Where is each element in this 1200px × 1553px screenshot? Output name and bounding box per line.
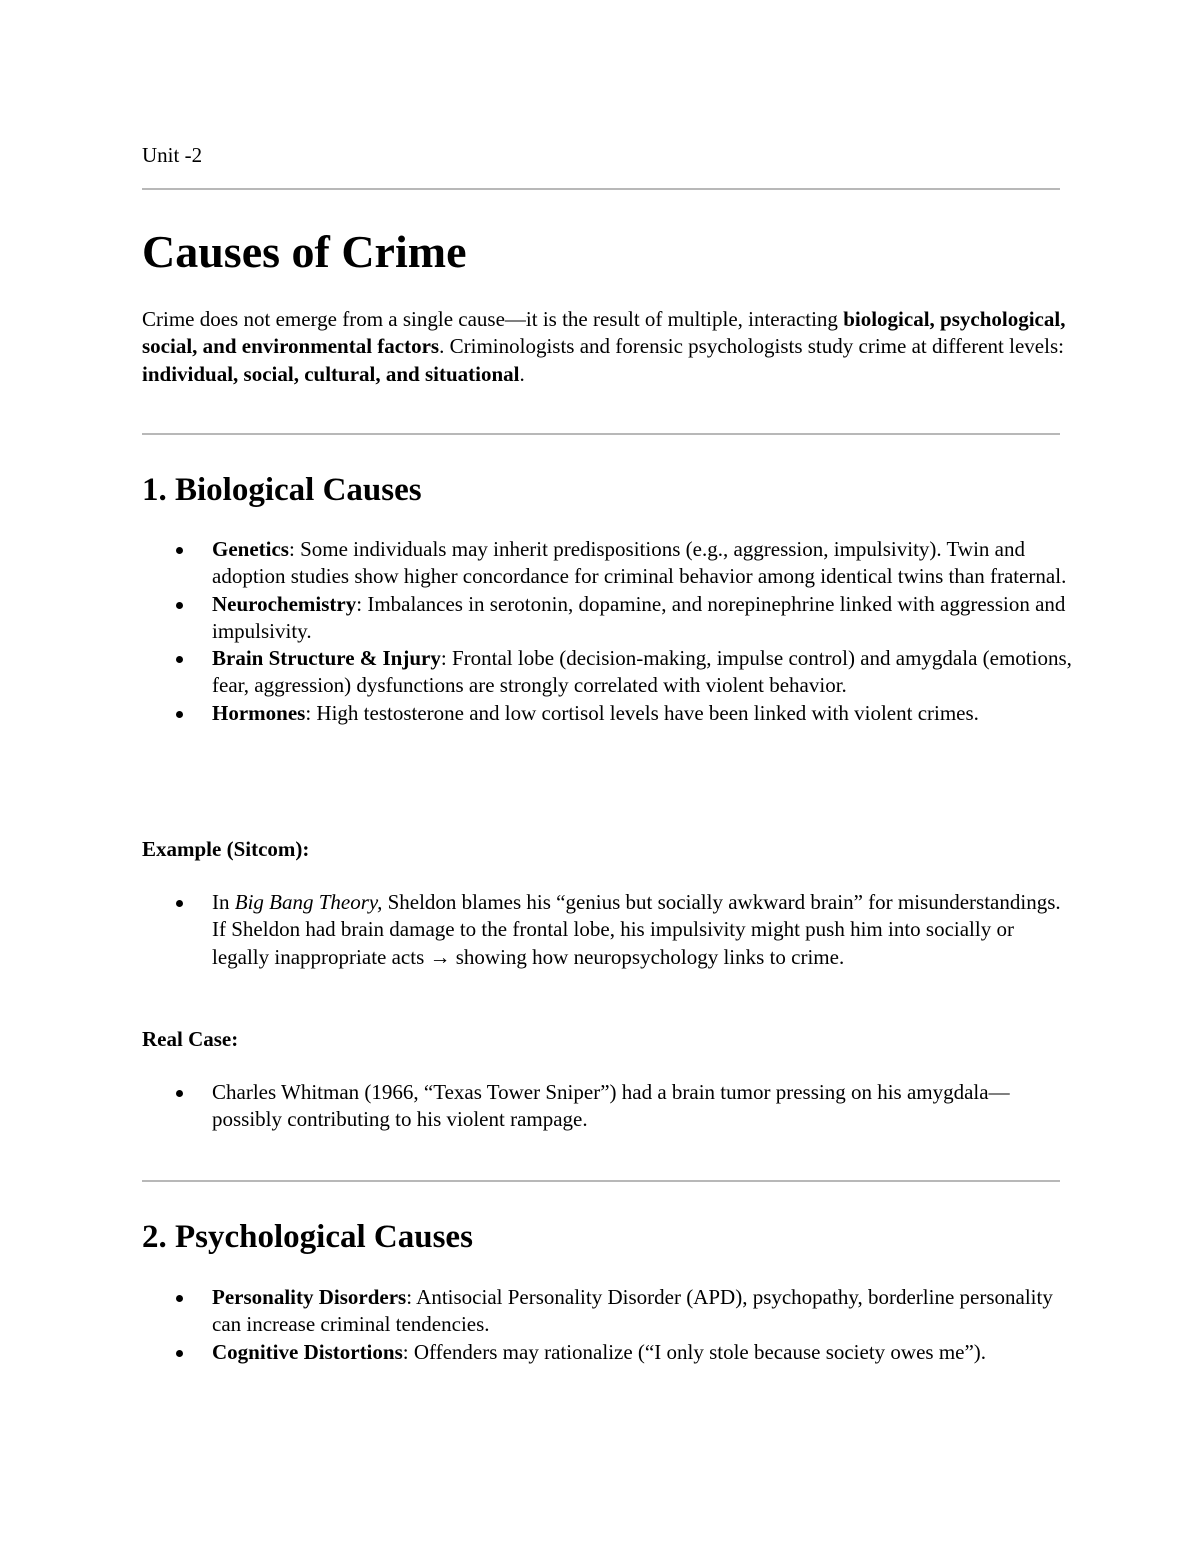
list-item [212, 1079, 1072, 1134]
list-item-text: : High testosterone and low cortisol levels have been linked with violent crimes. [305, 700, 979, 725]
section-heading-biological: 1. Biological Causes [142, 472, 422, 508]
real-case-label: Real Case: [142, 1027, 239, 1051]
list-item-text: : Antisocial Personality Disorder (APD), psychopathy, borderline personality can increase criminal tendencies. [212, 1285, 1053, 1337]
intro-text: . Criminologists and forensic psychologists study crime at different levels: [439, 334, 1064, 359]
list-item-term: Personality Disorders [212, 1285, 407, 1309]
list-item-text: Sheldon blames his “genius but socially awkward brain” for misunderstandings. If Sheldon had brain damage to the frontal lobe, his impulsivity might push him into socially or legally inappropriate acts → showing how neuropsychology links to crime. [212, 890, 1061, 969]
example-list [142, 889, 1072, 971]
psychological-causes-list [142, 1284, 1072, 1366]
list-item [212, 645, 1072, 700]
divider [142, 188, 1060, 190]
list-item-term: Cognitive Distortions [212, 1339, 403, 1364]
section-heading-psychological: 2. Psychological Causes [142, 1219, 473, 1255]
list-item-term: Neurochemistry [212, 591, 357, 616]
intro-text: Crime does not emerge from a single cause—it is the result of multiple, interacting [142, 307, 844, 331]
intro-paragraph [142, 306, 1067, 388]
biological-causes-list [142, 536, 1072, 727]
list-item-term: Brain Structure & Injury [212, 646, 441, 671]
intro-text: . [519, 361, 525, 386]
page-title: Causes of Crime [142, 226, 467, 277]
list-item [212, 1284, 1072, 1339]
list-item [212, 591, 1072, 646]
list-item-text: : Some individuals may inherit predispositions (e.g., aggression, impulsivity). Twin and adoption studies show higher concordance for criminal behavior among identical twins than fraternal. [212, 537, 1067, 589]
list-item [212, 889, 1072, 971]
list-item-text: Charles Whitman (1966, “Texas Tower Sniper”) had a brain tumor pressing on his amygdala—possibly contributing to his violent rampage. [212, 1080, 1010, 1132]
show-title: Big Bang Theory, [234, 890, 383, 914]
list-item [212, 700, 1072, 727]
divider [142, 1180, 1060, 1182]
list-item [212, 1339, 1072, 1366]
list-item-text: : Offenders may rationalize (“I only stole because society owes me”). [402, 1339, 987, 1364]
list-item [212, 536, 1072, 591]
intro-bold-levels: individual, social, cultural, and situational [142, 361, 520, 386]
example-label: Example (Sitcom): [142, 837, 310, 861]
list-item-term: Genetics [212, 537, 289, 561]
list-item-text: : Imbalances in serotonin, dopamine, and norepinephrine linked with aggression and impulsivity. [212, 591, 1066, 643]
intro-bold-factors: biological, psychological, social, and environmental factors [142, 307, 1066, 359]
list-item-text: In [212, 890, 235, 914]
list-item-text: : Frontal lobe (decision-making, impulse control) and amygdala (emotions, fear, aggression) dysfunctions are strongly correlated with violent behavior. [212, 646, 1072, 698]
unit-label: Unit -2 [142, 143, 203, 167]
list-item-term: Hormones [212, 700, 306, 725]
divider [142, 433, 1060, 435]
real-case-list [142, 1079, 1072, 1134]
